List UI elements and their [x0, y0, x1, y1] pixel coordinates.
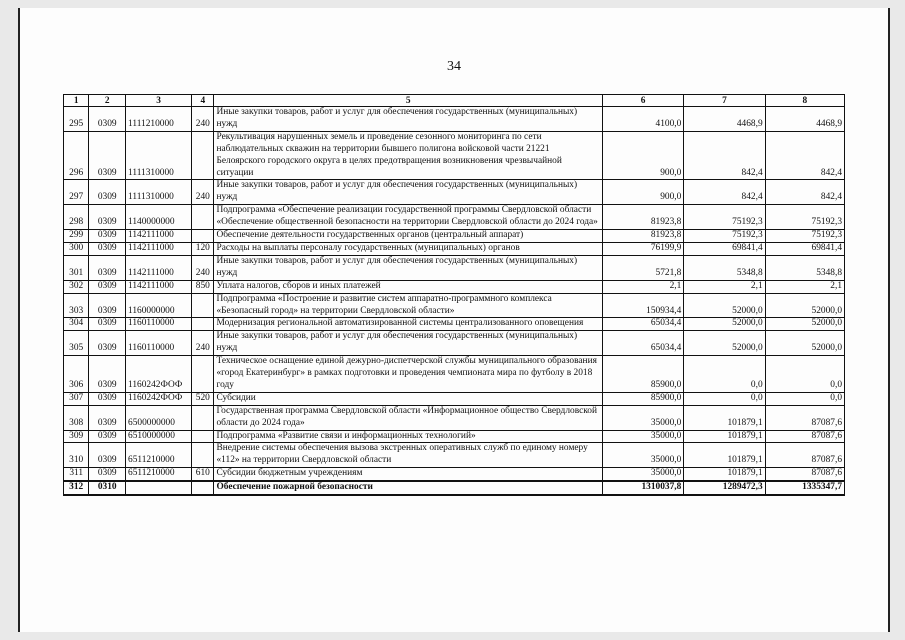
- table-row: [64, 318, 845, 331]
- header-row: [64, 95, 845, 107]
- amount-year3-cell: 842,4: [765, 180, 844, 205]
- amount-year1-cell: 35000,0: [602, 405, 683, 430]
- target-code-cell: 1160000000: [126, 293, 192, 318]
- row-number-cell: 300: [64, 242, 89, 255]
- amount-year2-cell: 52000,0: [684, 293, 765, 318]
- amount-year1-cell: 150934,4: [602, 293, 683, 318]
- section-code-cell: 0309: [89, 356, 126, 393]
- amount-year3-cell: 75192,3: [765, 230, 844, 243]
- target-code-cell: 1160110000: [126, 331, 192, 356]
- target-code-cell: 6511210000: [126, 443, 192, 468]
- amount-year1-cell: 5721,8: [602, 255, 683, 280]
- amount-year3-cell: 842,4: [765, 131, 844, 180]
- expense-type-cell: 520: [192, 392, 214, 405]
- target-code-cell: 6510000000: [126, 430, 192, 443]
- amount-year2-cell: 101879,1: [684, 443, 765, 468]
- target-code-cell: 6511210000: [126, 468, 192, 481]
- row-number-cell: 308: [64, 405, 89, 430]
- table-row: [64, 443, 845, 468]
- amount-year3-cell: 0,0: [765, 392, 844, 405]
- expense-type-cell: 240: [192, 180, 214, 205]
- header-cell: 7: [684, 95, 765, 107]
- table-row: [64, 242, 845, 255]
- row-number-cell: 295: [64, 107, 89, 132]
- expense-type-cell: 240: [192, 255, 214, 280]
- table-row: [64, 392, 845, 405]
- header-cell: 6: [602, 95, 683, 107]
- target-code-cell: 1160110000: [126, 318, 192, 331]
- amount-year2-cell: 1289472,3: [684, 481, 765, 495]
- target-code-cell: 1142111000: [126, 230, 192, 243]
- section-code-cell: 0309: [89, 230, 126, 243]
- description-cell: Обеспечение деятельности государственных органов (центральный аппарат): [214, 230, 602, 243]
- row-number-cell: 304: [64, 318, 89, 331]
- description-cell: Государственная программа Свердловской области «Информационное общество Свердловской области до 2024 года»: [214, 405, 602, 430]
- amount-year2-cell: 101879,1: [684, 468, 765, 481]
- amount-year1-cell: 81923,8: [602, 230, 683, 243]
- row-number-cell: 298: [64, 205, 89, 230]
- expense-type-cell: [192, 356, 214, 393]
- description-cell: Модернизация региональной автоматизированной системы централизованного оповещения: [214, 318, 602, 331]
- table-row: [64, 468, 845, 481]
- expense-type-cell: 120: [192, 242, 214, 255]
- description-cell: Иные закупки товаров, работ и услуг для обеспечения государственных (муниципальных) нужд: [214, 180, 602, 205]
- expense-type-cell: [192, 481, 214, 495]
- description-cell: Уплата налогов, сборов и иных платежей: [214, 280, 602, 293]
- section-code-cell: 0309: [89, 180, 126, 205]
- section-code-cell: 0309: [89, 392, 126, 405]
- row-number-cell: 303: [64, 293, 89, 318]
- amount-year1-cell: 65034,4: [602, 318, 683, 331]
- header-cell: 5: [214, 95, 602, 107]
- amount-year3-cell: 87087,6: [765, 405, 844, 430]
- amount-year3-cell: 87087,6: [765, 443, 844, 468]
- header-cell: 2: [89, 95, 126, 107]
- table-row: [64, 131, 845, 180]
- table-row: [64, 230, 845, 243]
- row-number-cell: 310: [64, 443, 89, 468]
- page-number: 34: [447, 59, 461, 74]
- amount-year1-cell: 4100,0: [602, 107, 683, 132]
- section-code-cell: 0309: [89, 280, 126, 293]
- amount-year3-cell: 52000,0: [765, 293, 844, 318]
- table-row: [64, 430, 845, 443]
- section-code-cell: 0309: [89, 107, 126, 132]
- target-code-cell: 1160242ФОФ: [126, 356, 192, 393]
- amount-year3-cell: 52000,0: [765, 318, 844, 331]
- section-code-cell: 0310: [89, 481, 126, 495]
- description-cell: Иные закупки товаров, работ и услуг для обеспечения государственных (муниципальных) нужд: [214, 107, 602, 132]
- section-code-cell: 0309: [89, 205, 126, 230]
- amount-year3-cell: 52000,0: [765, 331, 844, 356]
- amount-year1-cell: 81923,8: [602, 205, 683, 230]
- description-cell: Техническое оснащение единой дежурно-диспетчерской службы муниципального образования «город Екатеринбург» в рамках подготовки и проведения чемпионата мира по футболу в 2018 году: [214, 356, 602, 393]
- row-number-cell: 306: [64, 356, 89, 393]
- expense-type-cell: [192, 430, 214, 443]
- target-code-cell: 1111210000: [126, 107, 192, 132]
- description-cell: Расходы на выплаты персоналу государственных (муниципальных) органов: [214, 242, 602, 255]
- amount-year2-cell: 0,0: [684, 356, 765, 393]
- table-row: [64, 405, 845, 430]
- header-cell: 1: [64, 95, 89, 107]
- header-cell: 4: [192, 95, 214, 107]
- amount-year1-cell: 65034,4: [602, 331, 683, 356]
- section-code-cell: 0309: [89, 430, 126, 443]
- amount-year3-cell: 5348,8: [765, 255, 844, 280]
- expense-type-cell: [192, 405, 214, 430]
- description-cell: Подпрограмма «Обеспечение реализации государственной программы Свердловской области «Обеспечение общественной безопасности на территории Свердловской области до 2024 года»: [214, 205, 602, 230]
- section-code-cell: 0309: [89, 331, 126, 356]
- target-code-cell: 1142111000: [126, 280, 192, 293]
- amount-year3-cell: 69841,4: [765, 242, 844, 255]
- description-cell: Иные закупки товаров, работ и услуг для обеспечения государственных (муниципальных) нужд: [214, 255, 602, 280]
- description-cell: Иные закупки товаров, работ и услуг для обеспечения государственных (муниципальных) нужд: [214, 331, 602, 356]
- header-cell: 8: [765, 95, 844, 107]
- amount-year2-cell: 5348,8: [684, 255, 765, 280]
- amount-year2-cell: 0,0: [684, 392, 765, 405]
- table-row: [64, 293, 845, 318]
- target-code-cell: [126, 481, 192, 495]
- section-code-cell: 0309: [89, 318, 126, 331]
- target-code-cell: 1142111000: [126, 255, 192, 280]
- description-cell: Подпрограмма «Построение и развитие систем аппаратно-программного комплекса «Безопасный город» на территории Свердловской области»: [214, 293, 602, 318]
- expense-type-cell: [192, 318, 214, 331]
- table-row: [64, 356, 845, 393]
- target-code-cell: 6500000000: [126, 405, 192, 430]
- amount-year2-cell: 69841,4: [684, 242, 765, 255]
- section-code-cell: 0309: [89, 131, 126, 180]
- amount-year1-cell: 85900,0: [602, 356, 683, 393]
- amount-year2-cell: 2,1: [684, 280, 765, 293]
- expense-type-cell: 240: [192, 331, 214, 356]
- amount-year1-cell: 76199,9: [602, 242, 683, 255]
- target-code-cell: 1111310000: [126, 180, 192, 205]
- budget-table: [63, 94, 845, 496]
- expense-type-cell: [192, 205, 214, 230]
- document-page: [18, 8, 890, 632]
- row-number-cell: 309: [64, 430, 89, 443]
- row-number-cell: 296: [64, 131, 89, 180]
- section-code-cell: 0309: [89, 468, 126, 481]
- amount-year2-cell: 4468,9: [684, 107, 765, 132]
- amount-year2-cell: 75192,3: [684, 205, 765, 230]
- target-code-cell: 1160242ФОФ: [126, 392, 192, 405]
- expense-type-cell: 850: [192, 280, 214, 293]
- expense-type-cell: 610: [192, 468, 214, 481]
- row-number-cell: 305: [64, 331, 89, 356]
- table-row: [64, 481, 845, 495]
- table-row: [64, 331, 845, 356]
- description-cell: Внедрение системы обеспечения вызова экстренных оперативных служб по единому номеру «112» на территории Свердловской области: [214, 443, 602, 468]
- table-row: [64, 280, 845, 293]
- amount-year1-cell: 35000,0: [602, 468, 683, 481]
- amount-year1-cell: 35000,0: [602, 443, 683, 468]
- table-row: [64, 180, 845, 205]
- expense-type-cell: [192, 293, 214, 318]
- row-number-cell: 301: [64, 255, 89, 280]
- row-number-cell: 302: [64, 280, 89, 293]
- expense-type-cell: [192, 443, 214, 468]
- expense-type-cell: [192, 131, 214, 180]
- section-code-cell: 0309: [89, 242, 126, 255]
- amount-year3-cell: 1335347,7: [765, 481, 844, 495]
- table-row: [64, 107, 845, 132]
- section-code-cell: 0309: [89, 293, 126, 318]
- target-code-cell: 1140000000: [126, 205, 192, 230]
- amount-year2-cell: 101879,1: [684, 405, 765, 430]
- amount-year3-cell: 0,0: [765, 356, 844, 393]
- amount-year3-cell: 87087,6: [765, 430, 844, 443]
- row-number-cell: 299: [64, 230, 89, 243]
- amount-year3-cell: 87087,6: [765, 468, 844, 481]
- amount-year1-cell: 85900,0: [602, 392, 683, 405]
- amount-year2-cell: 101879,1: [684, 430, 765, 443]
- amount-year3-cell: 4468,9: [765, 107, 844, 132]
- amount-year1-cell: 1310037,8: [602, 481, 683, 495]
- header-cell: 3: [126, 95, 192, 107]
- description-cell: Рекультивация нарушенных земель и проведение сезонного мониторинга по сети наблюдательных скважин на территории бывшего полигона войсковой части 21221 Белоярского городского округа в целях предотвращения возникновения чрезвычайной ситуации: [214, 131, 602, 180]
- description-cell: Субсидии: [214, 392, 602, 405]
- amount-year1-cell: 900,0: [602, 180, 683, 205]
- table-row: [64, 205, 845, 230]
- amount-year2-cell: 842,4: [684, 131, 765, 180]
- row-number-cell: 307: [64, 392, 89, 405]
- table-row: [64, 255, 845, 280]
- amount-year2-cell: 842,4: [684, 180, 765, 205]
- amount-year1-cell: 2,1: [602, 280, 683, 293]
- amount-year2-cell: 75192,3: [684, 230, 765, 243]
- row-number-cell: 311: [64, 468, 89, 481]
- section-code-cell: 0309: [89, 443, 126, 468]
- expense-type-cell: [192, 230, 214, 243]
- amount-year3-cell: 2,1: [765, 280, 844, 293]
- amount-year2-cell: 52000,0: [684, 331, 765, 356]
- description-cell: Субсидии бюджетным учреждениям: [214, 468, 602, 481]
- description-cell: Подпрограмма «Развитие связи и информационных технологий»: [214, 430, 602, 443]
- amount-year1-cell: 35000,0: [602, 430, 683, 443]
- amount-year3-cell: 75192,3: [765, 205, 844, 230]
- row-number-cell: 297: [64, 180, 89, 205]
- expense-type-cell: 240: [192, 107, 214, 132]
- target-code-cell: 1111310000: [126, 131, 192, 180]
- target-code-cell: 1142111000: [126, 242, 192, 255]
- amount-year1-cell: 900,0: [602, 131, 683, 180]
- section-code-cell: 0309: [89, 255, 126, 280]
- row-number-cell: 312: [64, 481, 89, 495]
- amount-year2-cell: 52000,0: [684, 318, 765, 331]
- description-cell: Обеспечение пожарной безопасности: [214, 481, 602, 495]
- section-code-cell: 0309: [89, 405, 126, 430]
